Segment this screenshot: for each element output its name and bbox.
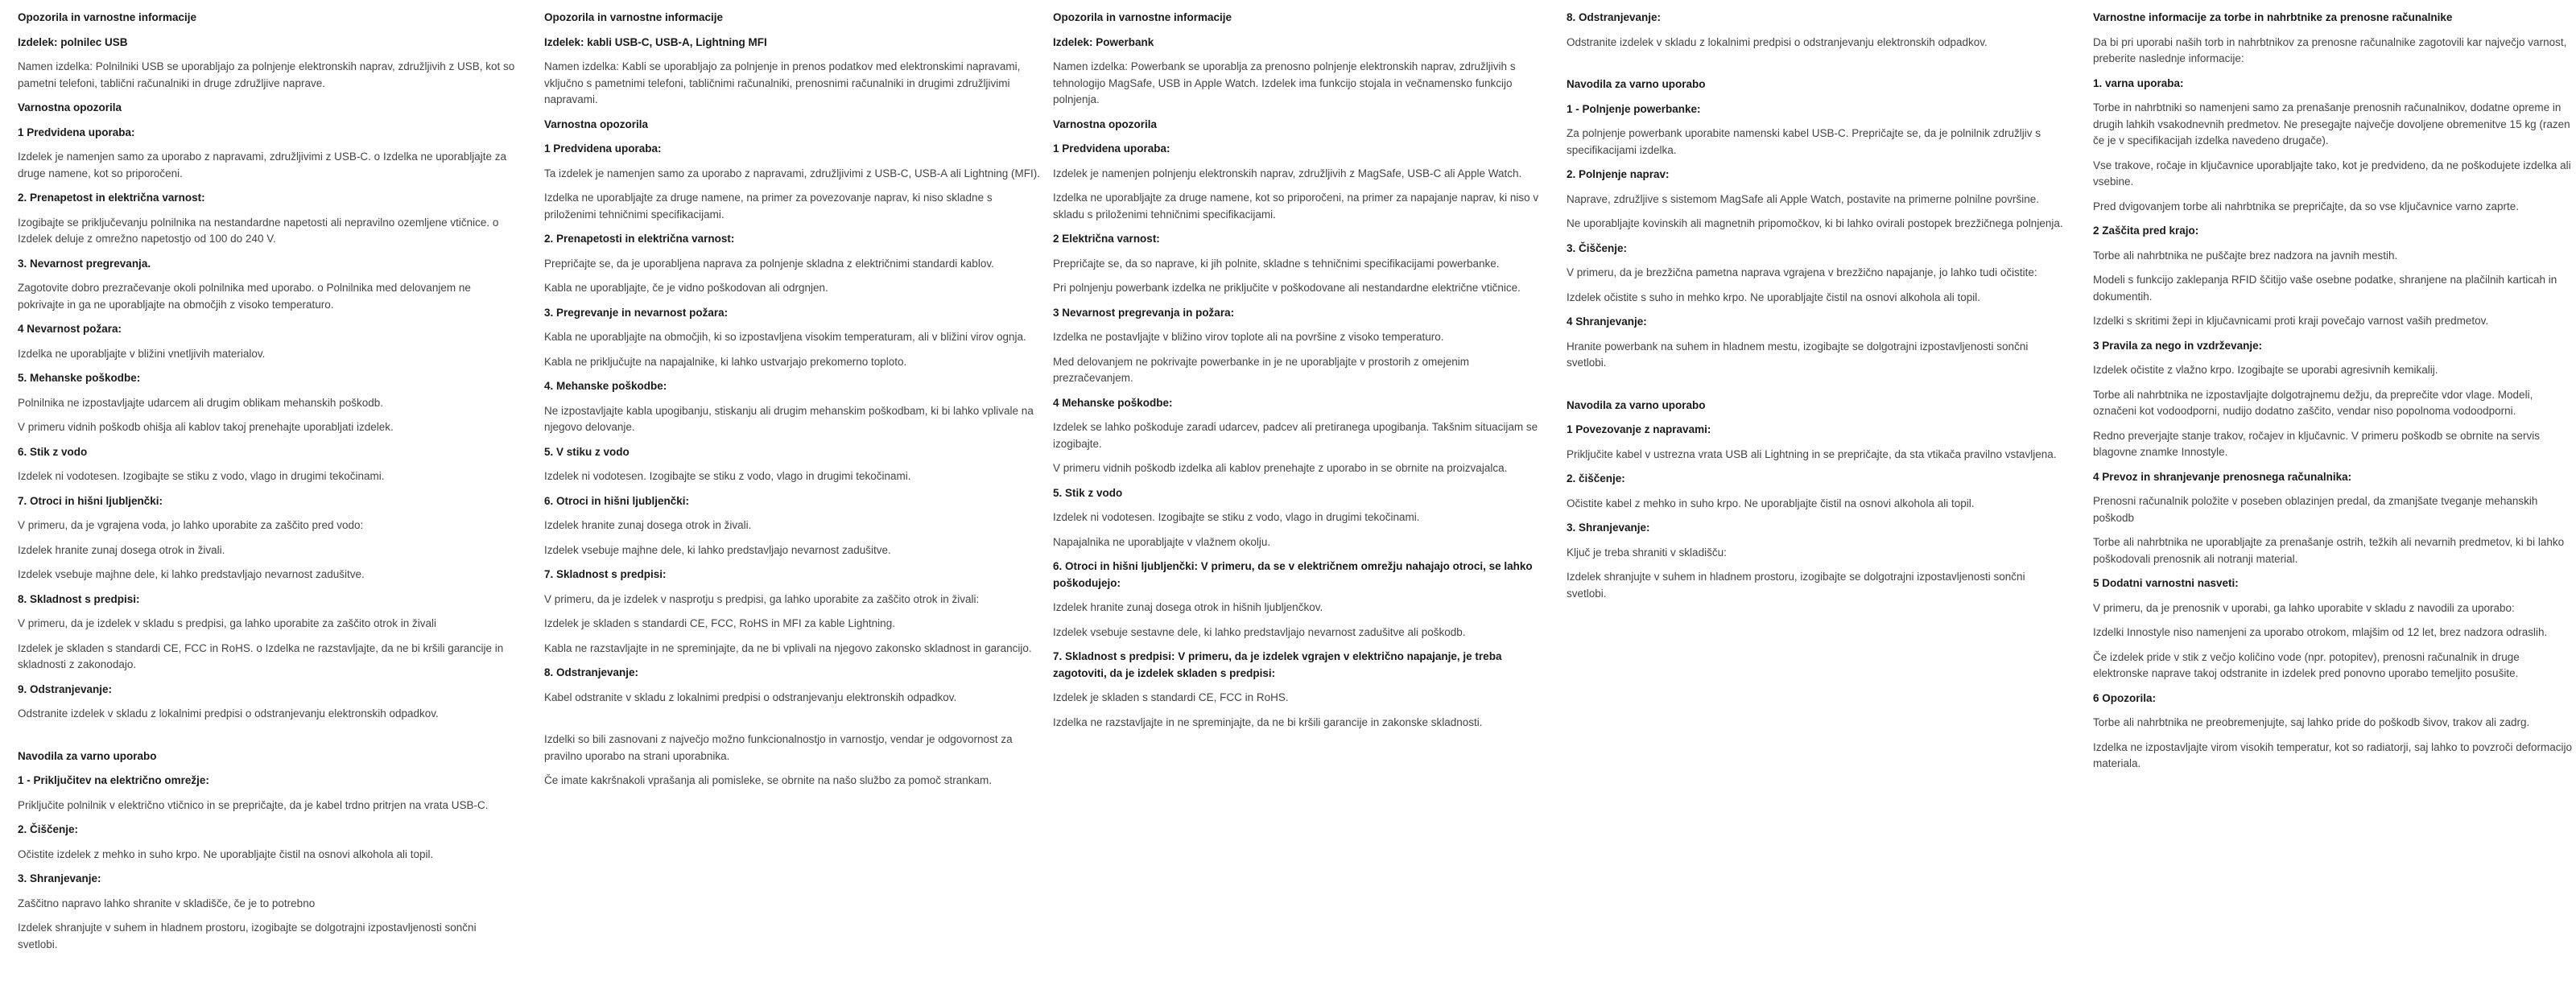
- paragraph: Izdelek je namenjen samo za uporabo z napravami, združljivimi z USB-C. o Izdelka ne uporabljajte za druge namene, kot so priporočeni.: [18, 150, 507, 179]
- section-heading: Opozorila in varnostne informacije: [18, 11, 197, 23]
- paragraph: Izdelek ni vodotesen. Izogibajte se stiku z vodo, vlago in drugimi tekočinami.: [18, 470, 385, 482]
- paragraph: Izdelek vsebuje majhne dele, ki lahko predstavljajo nevarnost zadušitve.: [544, 543, 891, 556]
- section-heading: Varnostna opozorila: [1053, 118, 1158, 130]
- paragraph: Napajalnika ne uporabljajte v vlažnem okolju.: [1053, 535, 1271, 548]
- paragraph: Izogibajte se priključevanju polnilnika na nestandardne napetosti ali nepravilno ozemljene vtičnice. o Izdelek deluje z omrežno napetostjo od 100 do 240 V.: [18, 216, 499, 245]
- section-heading: Izdelek: polnilec USB: [18, 35, 128, 48]
- paragraph: Izdelek hranite zunaj dosega otrok in živali.: [544, 519, 752, 531]
- paragraph: Odstranite izdelek v skladu z lokalnimi predpisi o odstranjevanju elektronskih odpadkov.: [18, 707, 439, 719]
- paragraph: Pred dvigovanjem torbe ali nahrbtnika se prepričajte, da so vse ključavnice varno zaprte.: [2093, 200, 2520, 212]
- paragraph: V primeru vidnih poškodb ohišja ali kablov takoj prenehajte uporabljati izdelek.: [18, 421, 394, 433]
- paragraph: V primeru, da je prenosnik v uporabi, ga lahko uporabite v skladu z navodili za uporabo:: [2093, 601, 2515, 614]
- section-heading: Navodila za varno uporabo: [1567, 78, 1706, 90]
- paragraph: Izdelek je skladen s standardi CE, FCC, RoHS in MFI za kable Lightning.: [544, 617, 895, 629]
- paragraph: Prenosni računalnik položite v poseben oblazinjen predal, da zmanjšate tveganje mehanskih poškodb: [2093, 495, 2538, 524]
- paragraph: Zaščitno napravo lahko shranite v skladišče, če je to potrebno: [18, 897, 316, 909]
- spacer: [544, 714, 1042, 732]
- paragraph: Polnilnika ne izpostavljajte udarcem ali drugim oblikam mehanskih poškodb.: [18, 396, 383, 409]
- paragraph: Izdelka ne postavljajte v bližino virov toplote ali na površine z visoko temperaturo.: [1053, 331, 1444, 343]
- section-heading: 4 Mehanske poškodbe:: [1053, 396, 1173, 409]
- paragraph: Očistite kabel z mehko in suho krpo. Ne uporabljajte čistil na osnovi alkohola ali topil.: [1567, 497, 1975, 509]
- paragraph: Prepričajte se, da je uporabljena naprava za polnjenje skladna z električnimi standardi kablov.: [544, 257, 994, 270]
- paragraph: Izdelek je skladen s standardi CE, FCC in RoHS.: [1053, 691, 1289, 703]
- spacer: [1567, 59, 2064, 76]
- section-heading: 4. Mehanske poškodbe:: [544, 380, 667, 392]
- paragraph: Odstranite izdelek v skladu z lokalnimi predpisi o odstranjevanju elektronskih odpadkov.: [1567, 35, 1988, 48]
- section-heading: 3 Pravila za nego in vzdrževanje:: [2093, 339, 2263, 352]
- paragraph: Izdelek shranjujte v suhem in hladnem prostoru, izogibajte se dolgotrajni izpostavljenosti sončni svetlobi.: [1567, 571, 2025, 600]
- section-heading: 5 Dodatni varnostni nasveti:: [2093, 577, 2239, 589]
- paragraph: Zagotovite dobro prezračevanje okoli polnilnika med uporabo. o Polnilnika med delovanjem ne pokrivajte in ga ne uporabljajte na območjih z visoko temperaturo.: [18, 282, 471, 311]
- section-heading: 3. Nevarnost pregrevanja.: [18, 257, 151, 270]
- section-heading: 4 Nevarnost požara:: [18, 323, 122, 335]
- section-heading: 1 Predvidena uporaba:: [1053, 142, 1170, 155]
- column-laptop-bags: [2093, 10, 2576, 781]
- paragraph: Kabla ne uporabljajte na območjih, ki so izpostavljena visokim temperaturam, ali v bližini virov ognja.: [544, 331, 1026, 343]
- paragraph: Namen izdelka: Kabli se uporabljajo za polnjenje in prenos podatkov med elektronskimi napravami, vključno s pametnimi telefoni, tabličnimi računalniki, prenosnimi računalniki in drugimi združljivimi napravami.: [544, 60, 1021, 105]
- paragraph: Izdelka ne uporabljajte v bližini vnetljivih materialov.: [18, 347, 266, 360]
- paragraph: Ključ je treba shraniti v skladišču:: [1567, 546, 1727, 559]
- section-heading: Varnostna opozorila: [544, 118, 649, 130]
- paragraph: V primeru, da je izdelek v nasprotju s predpisi, ga lahko uporabite za zaščito otrok in živali:: [544, 592, 980, 605]
- paragraph: Da bi pri uporabi naših torb in nahrbtnikov za prenosne računalnike zagotovili kar največjo varnost, preberite naslednje informacije:: [2093, 35, 2567, 64]
- section-heading: Varnostne informacije za torbe in nahrbtnike za prenosne računalnike: [2093, 11, 2453, 23]
- section-heading: 2. čiščenje:: [1567, 472, 1625, 484]
- section-heading: 3. Čiščenje:: [1567, 241, 1628, 254]
- paragraph: Izdelka ne uporabljajte za druge namene, na primer za povezovanje naprav, ki niso skladne s priloženimi tehničnimi specifikacijami.: [544, 192, 993, 221]
- paragraph: Če imate kakršnakoli vprašanja ali pomisleke, se obrnite na našo službo za pomoč strankam.: [544, 774, 993, 786]
- paragraph: Naprave, združljive s sistemom MagSafe ali Apple Watch, postavite na primerne polnilne površine.: [1567, 192, 2040, 205]
- section-heading: 7. Otroci in hišni ljubljenčki:: [18, 494, 163, 507]
- paragraph: Izdelek je skladen s standardi CE, FCC in RoHS. o Izdelka ne razstavljajte, da ne bi kršili garancije in skladnosti z zakonodajo.: [18, 641, 504, 670]
- section-heading: 9. Odstranjevanje:: [18, 682, 113, 695]
- paragraph: Vse trakove, ročaje in ključavnice uporabljajte tako, kot je predvideno, da ne poškodujete izdelka ali vsebine.: [2093, 159, 2571, 188]
- paragraph: Izdelek očistite s suho in mehko krpo. Ne uporabljajte čistil na osnovi alkohola ali topil.: [1567, 291, 1981, 303]
- column-cables: [544, 10, 1042, 798]
- section-heading: 3. Shranjevanje:: [18, 872, 101, 884]
- paragraph: Izdelek očistite z vlažno krpo. Izogibajte se uporabi agresivnih kemikalij.: [2093, 364, 2438, 376]
- section-heading: 6 Opozorila:: [2093, 691, 2157, 704]
- paragraph: Kabel odstranite v skladu z lokalnimi predpisi o odstranjevanju elektronskih odpadkov.: [544, 691, 957, 703]
- section-heading: Opozorila in varnostne informacije: [544, 11, 724, 23]
- section-heading: 5. Stik z vodo: [1053, 486, 1123, 499]
- section-heading: 3. Pregrevanje in nevarnost požara:: [544, 306, 729, 319]
- paragraph: Izdelka ne razstavljajte in ne spreminjajte, da ne bi kršili garancije in zakonske skladnosti.: [1053, 715, 1483, 728]
- paragraph: Priključite polnilnik v električno vtičnico in se prepričajte, da je kabel trdno pritrjen na vrata USB-C.: [18, 798, 489, 811]
- section-heading: 3 Nevarnost pregrevanja in požara:: [1053, 306, 1235, 319]
- column-usb-charger: [18, 10, 515, 961]
- paragraph: Torbe ali nahrbtnika ne preobremenjujte, saj lahko pride do poškodb šivov, trakov ali zadrg.: [2093, 716, 2530, 728]
- paragraph: Priključite kabel v ustrezna vrata USB ali Lightning in se prepričajte, da sta vtikača pravilno vstavljena.: [1567, 447, 2057, 460]
- section-heading: 1 Povezovanje z napravami:: [1567, 423, 1711, 435]
- section-heading: 1 - Priključitev na električno omrežje:: [18, 774, 209, 786]
- section-heading: 7. Skladnost s predpisi: V primeru, da je izdelek vgrajen v električno napajanje, je treba zagotoviti, da je izdelek skladen s predpisi:: [1053, 650, 1502, 679]
- paragraph: Izdelek vsebuje sestavne dele, ki lahko predstavljajo nevarnost zadušitve ali poškodb.: [1053, 625, 1466, 638]
- paragraph: V primeru, da je brezžična pametna naprava vgrajena v brezžično napajanje, jo lahko tudi očistite:: [1567, 266, 2037, 278]
- section-heading: 1. varna uporaba:: [2093, 76, 2184, 89]
- spacer: [1567, 380, 2064, 398]
- paragraph: Torbe ali nahrbtnika ne uporabljajte za prenašanje ostrih, težkih ali nevarnih predmetov, ki bi lahko poškodovali prenosnik ali notranji material.: [2093, 536, 2565, 565]
- section-heading: 4 Shranjevanje:: [1567, 315, 1647, 328]
- paragraph: Izdelek ni vodotesen. Izogibajte se stiku z vodo, vlago in drugimi tekočinami.: [544, 470, 911, 482]
- column-powerbank: [1053, 10, 1550, 739]
- paragraph: Prepričajte se, da so naprave, ki jih polnite, skladne s tehničnimi specifikacijami powerbanke.: [1053, 257, 1500, 270]
- paragraph: Torbe in nahrbtniki so namenjeni samo za prenašanje prenosnih računalnikov, dodatne opreme in drugih lahkih vsakodnevnih predmetov. Ne presegajte največje dovoljene obremenitve 15 kg (razen če je v specifikacijah izdelka navedeno drugače).: [2093, 101, 2570, 146]
- section-heading: Izdelek: kabli USB-C, USB-A, Lightning MFI: [544, 35, 767, 48]
- paragraph: Izdelki Innostyle niso namenjeni za uporabo otrokom, mlajšim od 12 let, brez nadzora odraslih.: [2093, 626, 2548, 638]
- section-heading: 1 Predvidena uporaba:: [18, 126, 135, 138]
- paragraph: Izdelka ne uporabljajte za druge namene, kot so priporočeni, na primer za napajanje naprav, ki niso v skladu s priloženimi tehničnimi specifikacijami.: [1053, 192, 1539, 221]
- paragraph: Izdelek hranite zunaj dosega otrok in živali.: [18, 543, 225, 556]
- section-heading: Navodila za varno uporabo: [18, 749, 157, 762]
- section-heading: Navodila za varno uporabo: [1567, 398, 1706, 411]
- paragraph: Izdelek hranite zunaj dosega otrok in hišnih ljubljenčkov.: [1053, 601, 1323, 613]
- paragraph: Pri polnjenju powerbank izdelka ne priključite v poškodovane ali nestandardne električne vtičnice.: [1053, 282, 1521, 294]
- paragraph: Izdelek ni vodotesen. Izogibajte se stiku z vodo, vlago in drugimi tekočinami.: [1053, 511, 1420, 523]
- paragraph: V primeru, da je vgrajena voda, jo lahko uporabite za zaščito pred vodo:: [18, 519, 364, 531]
- paragraph: Kabla ne priključujte na napajalnike, ki lahko ustvarjajo prekomerno toploto.: [544, 355, 907, 368]
- section-heading: 8. Skladnost s predpisi:: [18, 592, 140, 605]
- section-heading: 5. Mehanske poškodbe:: [18, 372, 141, 384]
- spacer: [18, 731, 515, 748]
- paragraph: Izdelka ne izpostavljajte virom visokih temperatur, kot so radiatorji, saj lahko to povzroči deformacijo materiala.: [2093, 740, 2573, 769]
- paragraph: Kabla ne uporabljajte, če je vidno poškodovan ali odrgnjen.: [544, 282, 828, 294]
- paragraph: Torbe ali nahrbtnika ne puščajte brez nadzora na javnih mestih.: [2093, 249, 2398, 262]
- paragraph: Če izdelek pride v stik z večjo količino vode (npr. potopitev), prenosni računalnik in druge elektronske naprave takoj odstranite in izdelek pred ponovno uporabo temeljito posušite.: [2093, 650, 2520, 679]
- section-heading: 2. Čiščenje:: [18, 823, 79, 835]
- paragraph: Izdelek je namenjen polnjenju elektronskih naprav, združljivih z MagSafe, USB-C ali Apple Watch.: [1053, 167, 1522, 179]
- paragraph: Za polnjenje powerbank uporabite namenski kabel USB-C. Prepričajte se, da je polnilnik združljiv s specifikacijami izdelka.: [1567, 127, 2041, 156]
- section-heading: 6. Otroci in hišni ljubljenčki: V primeru, da se v električnem omrežju nahajajo otroci, se lahko poškodujejo:: [1053, 560, 1533, 589]
- paragraph: Očistite izdelek z mehko in suho krpo. Ne uporabljajte čistil na osnovi alkohola ali topil.: [18, 847, 434, 860]
- paragraph: V primeru vidnih poškodb izdelka ali kablov prenehajte z uporabo in se obrnite na proizvajalca.: [1053, 462, 1508, 474]
- paragraph: Izdelki so bili zasnovani z največjo možno funkcionalnostjo in varnostjo, vendar je odgovornost za pravilno uporabo na strani uporabnika.: [544, 733, 1013, 762]
- section-heading: 1 - Polnjenje powerbanke:: [1567, 102, 1701, 115]
- section-heading: Varnostna opozorila: [18, 101, 122, 113]
- section-heading: 6. Stik z vodo: [18, 445, 88, 458]
- section-heading: 4 Prevoz in shranjevanje prenosnega računalnika:: [2093, 470, 2352, 483]
- section-heading: 7. Skladnost s predpisi:: [544, 568, 667, 580]
- section-heading: 8. Odstranjevanje:: [544, 666, 639, 678]
- section-heading: 3. Shranjevanje:: [1567, 522, 1650, 534]
- section-heading: 1 Predvidena uporaba:: [544, 142, 662, 155]
- section-heading: 2. Prenapetost in električna varnost:: [18, 192, 205, 204]
- section-heading: 8. Odstranjevanje:: [1567, 11, 1662, 23]
- section-heading: 5. V stiku z vodo: [544, 445, 630, 458]
- paragraph: Namen izdelka: Polnilniki USB se uporabljajo za polnjenje elektronskih naprav, združljivih z USB, kot so pametni telefoni, tablični računalniki in druge združljive naprave.: [18, 60, 515, 89]
- paragraph: Ne uporabljajte kovinskih ali magnetnih pripomočkov, ki bi lahko ovirali postopek brezžičnega polnjenja.: [1567, 217, 2063, 229]
- paragraph: Redno preverjajte stanje trakov, ročajev in ključavnic. V primeru poškodb se obrnite na servis blagovne znamke Innostyle.: [2093, 429, 2541, 458]
- paragraph: Izdelek shranjujte v suhem in hladnem prostoru, izogibajte se dolgotrajni izpostavljenosti sončni svetlobi.: [18, 921, 477, 950]
- section-heading: Izdelek: Powerbank: [1053, 35, 1154, 48]
- column-powerbank-continued: [1567, 10, 2064, 610]
- paragraph: Izdelek vsebuje majhne dele, ki lahko predstavljajo nevarnost zadušitve.: [18, 568, 365, 580]
- paragraph: Kabla ne razstavljajte in ne spreminjajte, da ne bi vplivali na njegovo zakonsko skladnost in garancijo.: [544, 641, 1032, 654]
- paragraph: Izdelek se lahko poškoduje zaradi udarcev, padcev ali pretiranega upogibanja. Takšnim situacijam se izogibajte.: [1053, 421, 1538, 450]
- paragraph: Ta izdelek je namenjen samo za uporabo z napravami, združljivimi z USB-C, USB-A ali Lightning (MFI).: [544, 167, 1040, 179]
- paragraph: Torbe ali nahrbtnika ne izpostavljajte dolgotrajnemu dežju, da preprečite vdor vlage. Modeli, označeni kot vodoodporni, nudijo dodatno zaščito, vendar niso popolnoma vodoodporni.: [2093, 388, 2533, 417]
- paragraph: Ne izpostavljajte kabla upogibanju, stiskanju ali drugim mehanskim poškodbam, ki bi lahko vplivale na njegovo delovanje.: [544, 404, 1034, 433]
- paragraph: Izdelki s skritimi žepi in ključavnicami proti kraji povečajo varnost vaših predmetov.: [2093, 315, 2489, 327]
- paragraph: Med delovanjem ne pokrivajte powerbanke in je ne uporabljajte v prostorih z omejenim prezračevanjem.: [1053, 355, 1470, 384]
- section-heading: 2 Električna varnost:: [1053, 233, 1160, 245]
- section-heading: 2 Zaščita pred krajo:: [2093, 225, 2199, 237]
- paragraph: Namen izdelka: Powerbank se uporablja za prenosno polnjenje elektronskih naprav, združljivih s tehnologijo MagSafe, USB in Apple Watch. Izdelek ima funkcijo stojala in večnamensko funkcijo polnjenja.: [1053, 60, 1516, 105]
- paragraph: V primeru, da je izdelek v skladu s predpisi, ga lahko uporabite za zaščito otrok in živali: [18, 617, 437, 629]
- section-heading: 2. Prenapetosti in električna varnost:: [544, 233, 735, 245]
- paragraph: Modeli s funkcijo zaklepanja RFID ščitijo vaše osebne podatke, shranjene na plačilnih karticah in dokumentih.: [2093, 274, 2557, 303]
- paragraph: Hranite powerbank na suhem in hladnem mestu, izogibajte se dolgotrajni izpostavljenosti sončni svetlobi.: [1567, 340, 2029, 369]
- section-heading: 2. Polnjenje naprav:: [1567, 168, 1670, 180]
- section-heading: 6. Otroci in hišni ljubljenčki:: [544, 494, 690, 507]
- section-heading: Opozorila in varnostne informacije: [1053, 11, 1232, 23]
